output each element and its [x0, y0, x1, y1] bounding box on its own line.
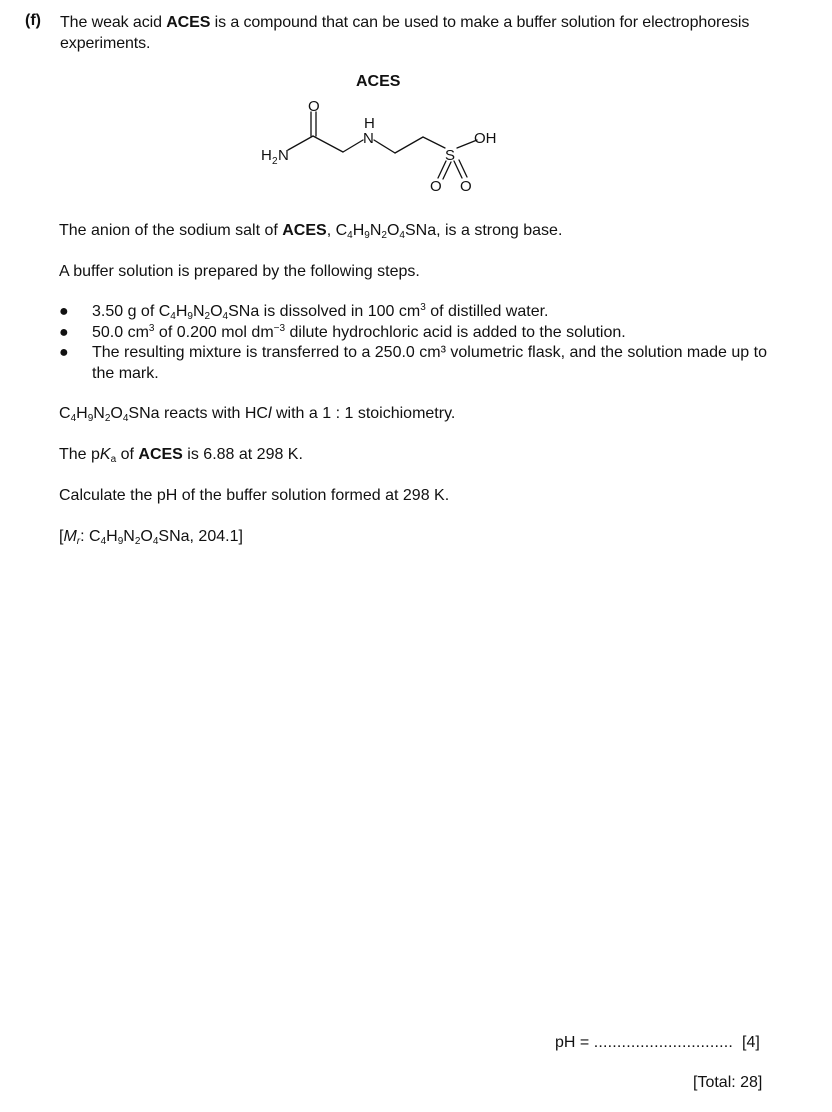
atom-o-left: O: [430, 178, 442, 195]
list-item: ● 3.50 g of $C_4H_9N_2O_4SNa$ is dissolved in 100 $cm^3$ of distilled water.: [59, 302, 549, 322]
atom-h2n-h: H: [261, 147, 272, 164]
atom-oh: OH: [474, 130, 497, 147]
atom-h2n-n: N: [278, 147, 289, 164]
paragraph-anion: The anion of the sodium salt of ACES, $C_4H_9N_2O_4SNa$, is a strong base.: [59, 222, 563, 241]
paragraph-instruction: Calculate the pH of the buffer solution formed at 298 K.: [59, 487, 450, 504]
question-label: (f): [25, 12, 41, 29]
atom-o-carbonyl: O: [308, 98, 320, 115]
aces-bold: ACES: [166, 14, 211, 31]
aces-structure-diagram: [255, 70, 515, 200]
bullet-icon: ●: [59, 323, 69, 341]
step-list: [59, 302, 789, 384]
paragraph-mr: [$M_r$: $C_4H_9N_2O_4SNa$, 204.1]: [59, 528, 243, 547]
paragraph-buffer-steps: A buffer solution is prepared by the following steps.: [59, 263, 420, 280]
answer-dots: ..............................: [593, 1034, 734, 1051]
atom-s: S: [445, 147, 456, 164]
atom-o-right: O: [460, 178, 472, 195]
marks-label: [4]: [742, 1034, 760, 1051]
paragraph-pka: The $pK_a$ of ACES is 6.88 at 298 K.: [59, 446, 303, 465]
atom-nh-n: N: [363, 130, 374, 147]
bullet-icon: ●: [59, 303, 69, 320]
list-item: ● 50.0 $cm^3$ of 0.200 mol $dm^{-3}$ dilute hydrochloric acid is added to the solution.: [59, 323, 789, 344]
structure-title: ACES: [356, 73, 401, 90]
total-marks: [Total: 28]: [693, 1074, 763, 1091]
atom-h2n-sub: 2: [272, 156, 278, 167]
question-intro: The weak acid ACES is a compound that can be used to make a buffer solution for electrophoresis experiments.: [60, 14, 750, 52]
answer-label: pH =: [555, 1034, 594, 1051]
bullet-icon: ●: [59, 344, 69, 361]
atom-nh-h: H: [364, 115, 375, 132]
answer-line[interactable]: [555, 1034, 760, 1052]
list-item: ● The resulting mixture is transferred to a 250.0 cm³ volumetric flask, and the solution made up to the mark.: [59, 344, 767, 382]
paragraph-stoichiometry: $C_4H_9N_2O_4SNa$ reacts with HCl with a 1 : 1 stoichiometry.: [59, 405, 456, 424]
